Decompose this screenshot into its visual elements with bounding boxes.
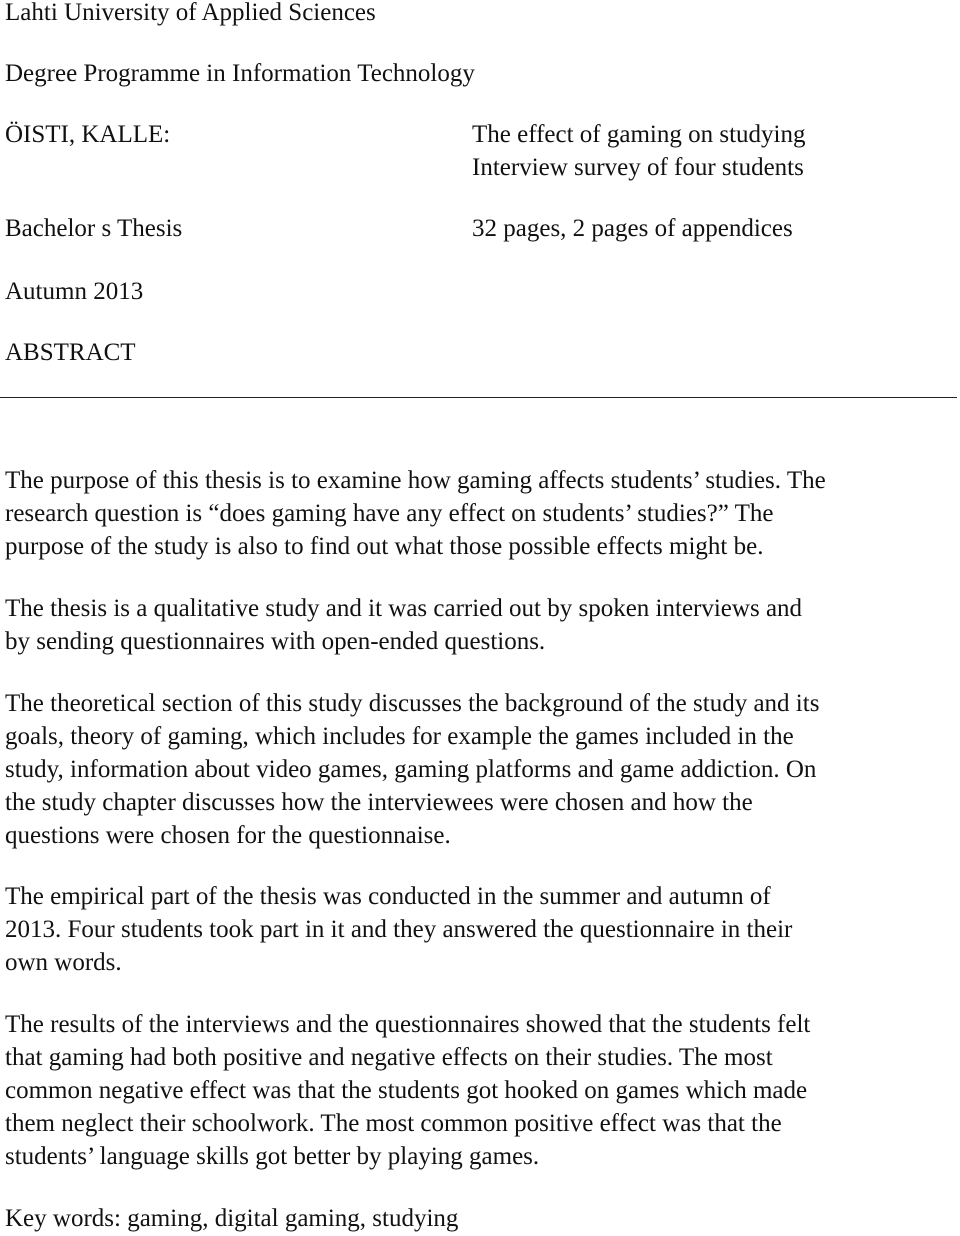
text-line: purpose of the study is also to find out what those possible effects might be. <box>5 533 764 560</box>
text-line: The thesis is a qualitative study and it was carried out by spoken interviews and <box>5 595 803 622</box>
text-line: own words. <box>5 949 122 976</box>
text-line: The empirical part of the thesis was conducted in the summer and autumn of <box>5 883 771 910</box>
text-line: them neglect their schoolwork. The most common positive effect was that the <box>5 1110 782 1137</box>
divider <box>0 397 957 398</box>
abstract-paragraph-5 <box>5 1008 955 1173</box>
abstract-paragraph-3 <box>5 687 955 852</box>
text-line: by sending questionnaires with open-ended questions. <box>5 628 546 655</box>
text-line: common negative effect was that the students got hooked on games which made <box>5 1077 808 1104</box>
university-name: Lahti University of Applied Sciences <box>5 0 376 26</box>
text-line: that gaming had both positive and negative effects on their studies. The most <box>5 1044 773 1071</box>
text-line: the study chapter discusses how the interviewees were chosen and how the <box>5 789 753 816</box>
author-name: ÖISTI, KALLE: <box>5 121 171 148</box>
abstract-paragraph-2 <box>5 592 955 658</box>
text-line: questions were chosen for the questionnaise. <box>5 822 451 849</box>
text-line: study, information about video games, gaming platforms and game addiction. On <box>5 756 817 783</box>
thesis-title: The effect of gaming on studying <box>472 121 806 148</box>
abstract-heading: ABSTRACT <box>5 339 136 366</box>
text-line: The purpose of this thesis is to examine how gaming affects students’ studies. The <box>5 467 826 494</box>
text-line: The theoretical section of this study discusses the background of the study and its <box>5 690 820 717</box>
text-line: 2013. Four students took part in it and they answered the questionnaire in their <box>5 916 793 943</box>
thesis-type: Bachelor s Thesis <box>5 215 183 242</box>
keywords: Key words: gaming, digital gaming, studying <box>5 1205 459 1232</box>
text-line: goals, theory of gaming, which includes for example the games included in the <box>5 723 794 750</box>
page-count: 32 pages, 2 pages of appendices <box>472 215 793 242</box>
text-line: research question is “does gaming have any effect on students’ studies?” The <box>5 500 774 527</box>
abstract-paragraph-1 <box>5 464 955 563</box>
text-line: The results of the interviews and the questionnaires showed that the students felt <box>5 1011 811 1038</box>
abstract-paragraph-4 <box>5 880 955 979</box>
degree-programme: Degree Programme in Information Technology <box>5 60 475 87</box>
text-line: students’ language skills got better by playing games. <box>5 1143 540 1170</box>
thesis-subtitle: Interview survey of four students <box>472 154 804 181</box>
term: Autumn 2013 <box>5 278 144 305</box>
